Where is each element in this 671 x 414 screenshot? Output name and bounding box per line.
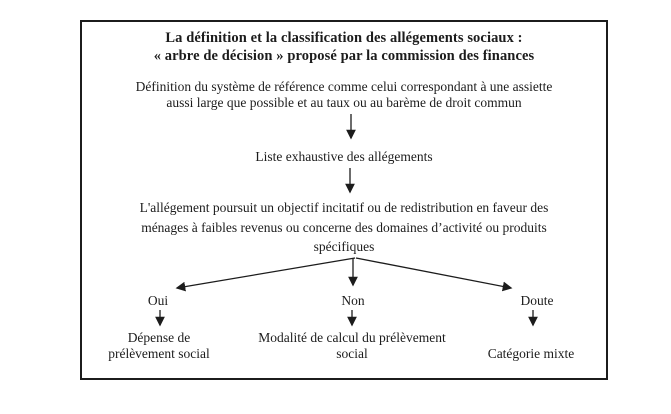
result-oui-line-1: Dépense de xyxy=(127,330,191,345)
step-exhaustive-list-line-1: Liste exhaustive des allégements xyxy=(255,149,433,164)
step-reference-system-line-1: Définition du système de référence comme celui correspondant à une assiette xyxy=(135,79,553,94)
step-objective-question-line-3: spécifiques xyxy=(313,239,375,254)
branch-label-non: Non xyxy=(341,293,365,308)
step-objective-question xyxy=(80,198,608,257)
result-doute-line-1: Catégorie mixte xyxy=(487,346,575,361)
result-oui-line-2: prélèvement social xyxy=(108,346,210,361)
diagram-title xyxy=(80,30,608,65)
branch-label-doute: Doute xyxy=(520,293,554,308)
result-non-line-1: Modalité de calcul du prélèvement xyxy=(258,330,446,345)
result-doute xyxy=(431,346,631,362)
step-exhaustive-list xyxy=(80,149,608,165)
branch-label-oui: Oui xyxy=(147,293,169,308)
result-non-line-2: social xyxy=(336,346,368,361)
step-objective-question-line-2: ménages à faibles revenus ou concerne des domaines d’activité ou produits xyxy=(141,219,547,235)
diagram-title-line-2: « arbre de décision » proposé par la commission des finances xyxy=(153,47,535,64)
diagram-title-line-1: La définition et la classification des allégements sociaux : xyxy=(165,30,523,46)
step-objective-question-line-1: L'allégement poursuit un objectif incitatif ou de redistribution en faveur des xyxy=(139,200,549,215)
step-reference-system xyxy=(80,79,608,111)
step-reference-system-line-2: aussi large que possible et au taux ou au barème de droit commun xyxy=(166,95,522,110)
